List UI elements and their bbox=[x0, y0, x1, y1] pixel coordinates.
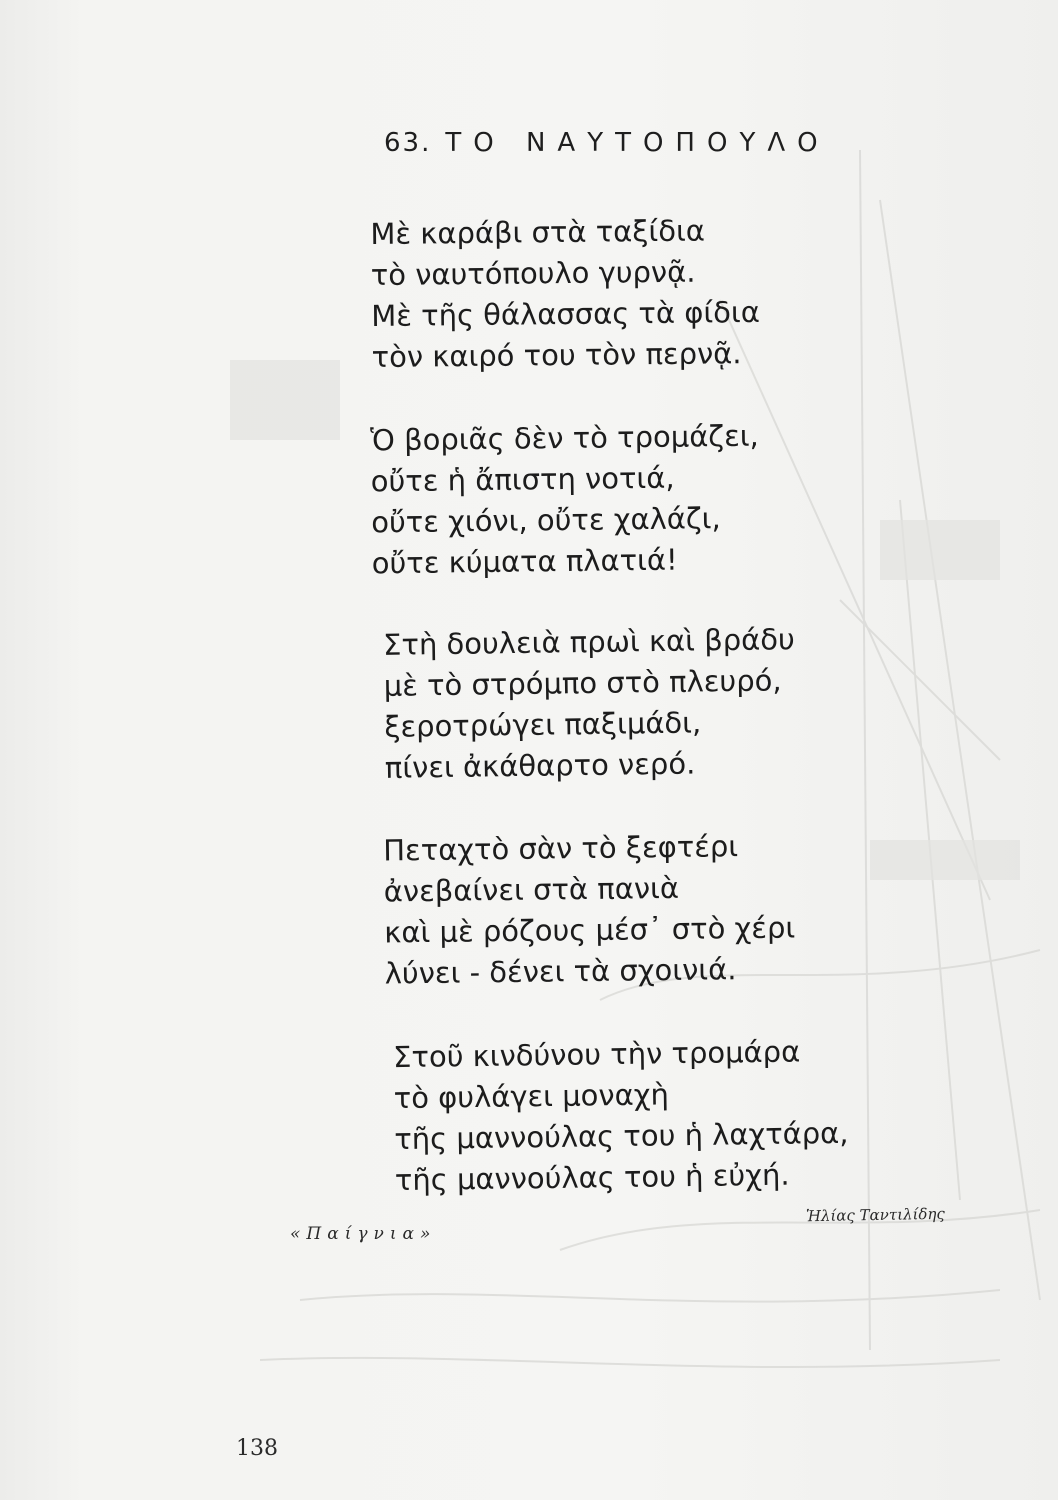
author-name: Ἡλίας Ταντιλίδης bbox=[805, 1204, 945, 1226]
verse-line: τὸν καιρό του τὸν περνᾷ. bbox=[371, 336, 742, 375]
verse-line: οὔτε κύματα πλατιά! bbox=[371, 542, 678, 581]
poem-title-text: ΤΟ ΝΑΥΤΟΠΟΥΛΟ bbox=[445, 128, 830, 158]
stanza-4 bbox=[383, 825, 796, 994]
verse-line: τῆς μαννούλας του ἡ λαχτάρα, bbox=[394, 1115, 849, 1157]
verse-line: τῆς μαννούλας του ἡ εὐχή. bbox=[394, 1157, 790, 1198]
poem-title bbox=[384, 128, 830, 158]
poem-number: 63. bbox=[384, 128, 432, 158]
verse-line: Πεταχτὸ σὰν τὸ ξεφτέρι bbox=[383, 829, 739, 868]
stanza-5 bbox=[393, 1031, 849, 1201]
verse-line: ἀνεβαίνει στὰ πανιὰ bbox=[383, 870, 680, 909]
page-number: 138 bbox=[236, 1436, 278, 1461]
verse-line: Μὲ τῆς θάλασσας τὰ φίδια bbox=[371, 294, 761, 334]
verse-line: Μὲ καράβι στὰ ταξίδια bbox=[370, 213, 706, 252]
verse-line: πίνει ἀκάθαρτο νερό. bbox=[384, 746, 696, 785]
verse-line: οὔτε χιόνι, οὔτε χαλάζι, bbox=[371, 501, 721, 540]
verse-line: Στοῦ κινδύνου τὴν τρομάρα bbox=[392, 1034, 801, 1075]
verse-line: τὸ φυλάγει μοναχὴ bbox=[393, 1077, 670, 1116]
source-title: «Παίγνια» bbox=[290, 1224, 437, 1244]
stanza-2 bbox=[370, 416, 761, 585]
verse-line: ξεροτρώγει παξιμάδι, bbox=[384, 705, 702, 744]
verse-line: τὸ ναυτόπουλο γυρνᾷ. bbox=[370, 254, 696, 293]
verse-line: Ὁ βοριᾶς δὲν τὸ τρομάζει, bbox=[370, 418, 759, 458]
verse-line: οὔτε ἡ ἄπιστη νοτιά, bbox=[370, 460, 675, 499]
verse-line: καὶ μὲ ρόζους μέσ᾽ στὸ χέρι bbox=[384, 910, 796, 950]
verse-line: Στὴ δουλειὰ πρωὶ καὶ βράδυ bbox=[382, 622, 795, 662]
verse-line: μὲ τὸ στρόμπο στὸ πλευρό, bbox=[383, 663, 782, 703]
stanza-1 bbox=[370, 210, 760, 378]
stanza-3 bbox=[383, 619, 797, 789]
verse-line: λύνει - δένει τὰ σχοινιά. bbox=[384, 952, 737, 991]
